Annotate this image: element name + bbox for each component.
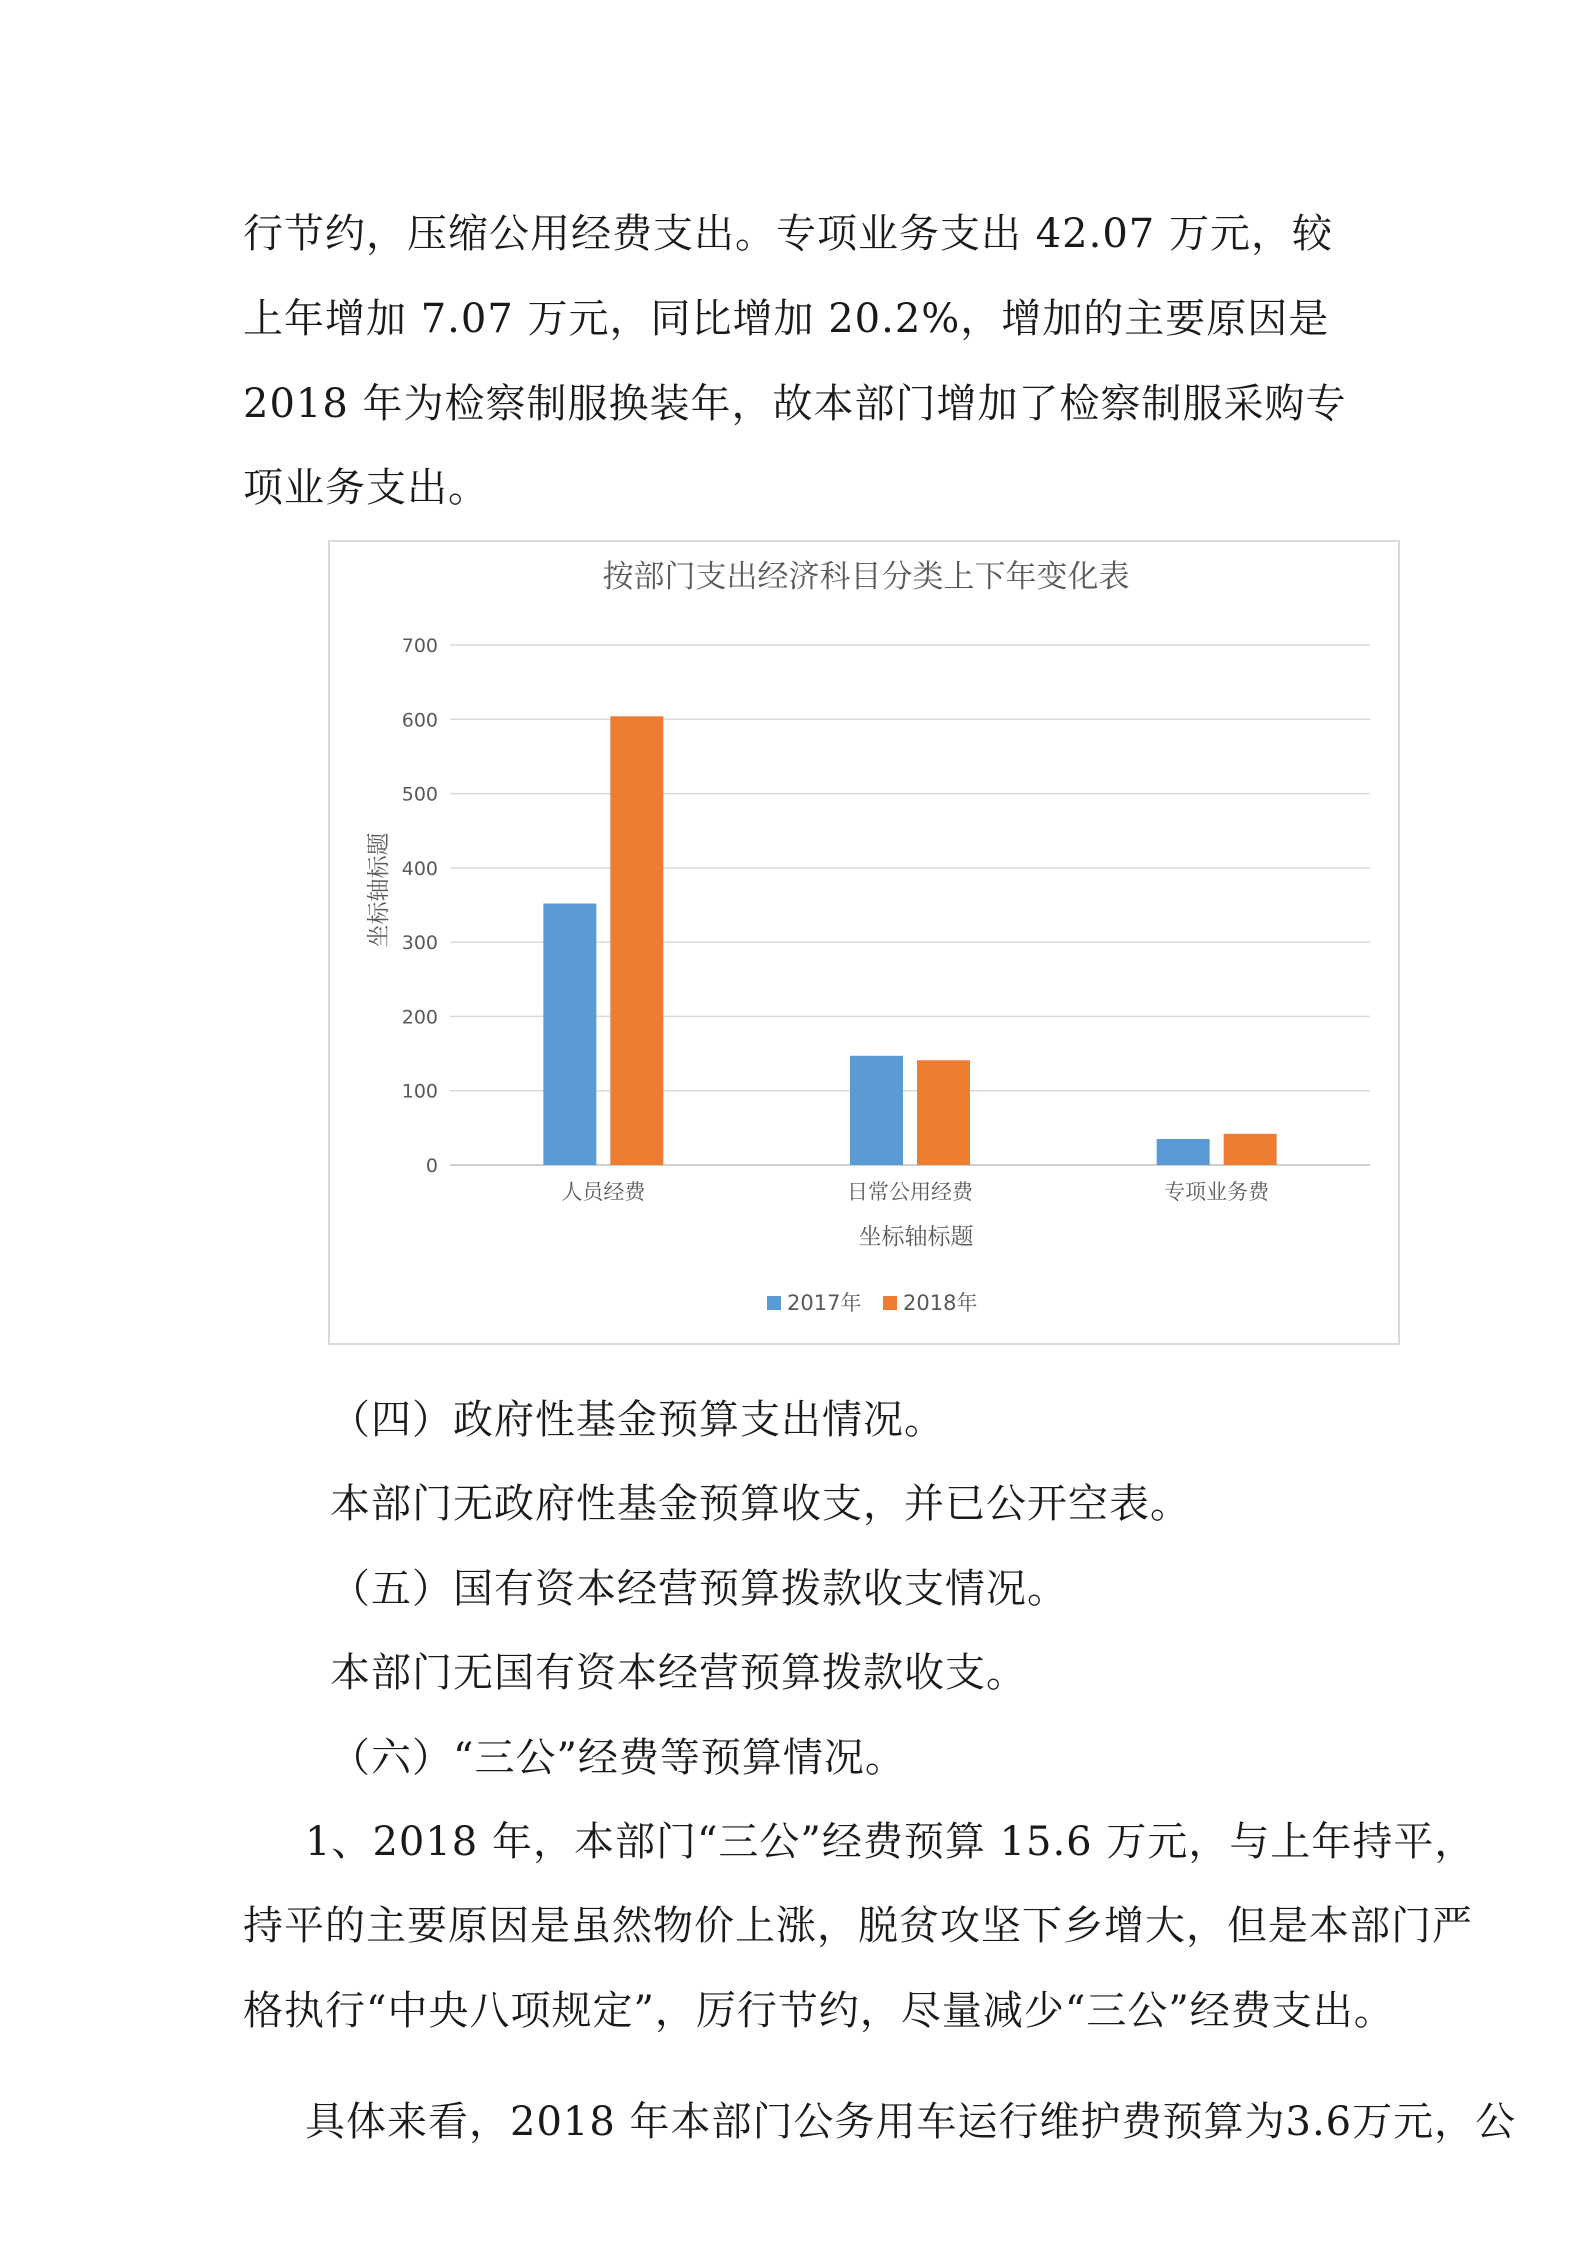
bar-chart: [328, 540, 1400, 1345]
bar: [610, 716, 663, 1165]
y-tick-label: 300: [401, 932, 438, 955]
bar: [543, 904, 596, 1165]
bar: [1157, 1139, 1210, 1165]
legend-label: 2017年: [787, 1291, 862, 1315]
axis-labels: [402, 635, 1270, 1204]
paragraph-line: 项业务支出。: [243, 465, 489, 511]
bar: [917, 1060, 970, 1165]
paragraph-line: 具体来看，2018 年本部门公务用车运行维护费预算为3.6万元，公: [305, 2099, 1517, 2145]
y-axis-title: 坐标轴标题: [366, 832, 392, 948]
section-text-5: 本部门无国有资本经营预算拨款收支。: [330, 1650, 1027, 1696]
paragraph-line: 行节约，压缩公用经费支出。专项业务支出 42.07 万元，较: [243, 211, 1333, 257]
y-tick-label: 600: [401, 709, 438, 732]
x-tick-label: 人员经费: [561, 1180, 646, 1204]
paragraph-line: 持平的主要原因是虽然物价上涨，脱贫攻坚下乡增大，但是本部门严: [243, 1903, 1473, 1949]
paragraph-line: 1、2018 年，本部门“三公”经费预算 15.6 万元，与上年持平，: [305, 1819, 1476, 1865]
legend: [767, 1291, 977, 1315]
legend-label: 2018年: [903, 1291, 978, 1315]
chart-canvas: [330, 542, 1402, 1347]
y-tick-label: 500: [401, 783, 438, 806]
y-tick-label: 700: [401, 635, 438, 657]
section-heading-6: （六）“三公”经费等预算情况。: [330, 1735, 906, 1781]
bars: [543, 716, 1276, 1165]
y-tick-label: 100: [401, 1080, 438, 1103]
section-text-4: 本部门无政府性基金预算收支，并已公开空表。: [330, 1481, 1191, 1527]
section-heading-4: （四）政府性基金预算支出情况。: [330, 1397, 945, 1443]
x-tick-label: 专项业务费: [1164, 1180, 1270, 1204]
x-tick-label: 日常公用经费: [847, 1180, 973, 1204]
legend-swatch: [767, 1296, 781, 1310]
bar: [1224, 1134, 1277, 1165]
paragraph-line: 格执行“中央八项规定”，厉行节约，尽量减少“三公”经费支出。: [243, 1988, 1395, 2034]
x-axis-title: 坐标轴标题: [858, 1224, 974, 1250]
y-tick-label: 200: [401, 1006, 438, 1029]
paragraph-line: 上年增加 7.07 万元，同比增加 20.2%，增加的主要原因是: [243, 296, 1330, 342]
bar: [850, 1056, 903, 1165]
chart-title: 按部门支出经济科目分类上下年变化表: [602, 559, 1130, 595]
legend-swatch: [883, 1296, 897, 1310]
y-tick-label: 400: [401, 857, 438, 880]
y-tick-label: 0: [425, 1155, 438, 1177]
paragraph-line: 2018 年为检察制服换装年，故本部门增加了检察制服采购专: [243, 381, 1347, 427]
section-heading-5: （五）国有资本经营预算拨款收支情况。: [330, 1566, 1068, 1612]
